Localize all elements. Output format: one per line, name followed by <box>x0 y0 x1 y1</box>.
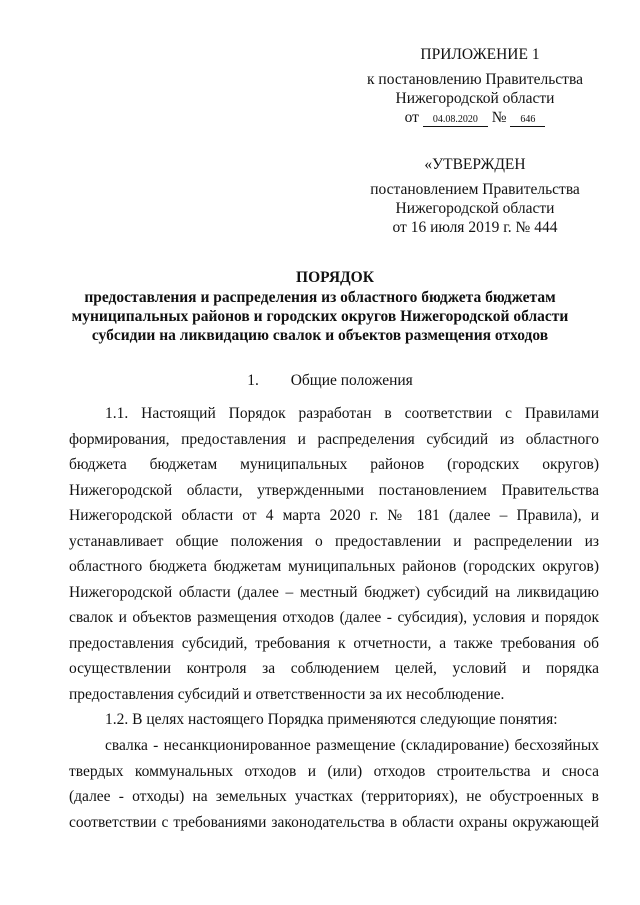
annex-line-2: Нижегородской области <box>395 90 555 107</box>
section-heading <box>40 371 620 390</box>
paragraph-line: Нижегородской области, утвержденными постановлением Правительства <box>69 481 599 499</box>
annex-title: ПРИЛОЖЕНИЕ 1 <box>420 46 540 63</box>
section-number: 1. <box>247 372 259 389</box>
section-title: Общие положения <box>290 372 413 389</box>
paragraph-line: (далее - отходы) на земельных участках (территориях), не обустроенных в <box>69 788 599 805</box>
paragraph-line: свалка - несанкционированное размещение (складирование) бесхозяйных <box>105 737 599 754</box>
paragraph-1-1 <box>69 401 599 707</box>
subtitle-line: предоставления и распределения из областного бюджета бюджетам <box>84 289 556 306</box>
annex-number-value: 646 <box>510 113 545 127</box>
paragraph-line: твердых коммунальных отходов и (или) отходов строительства и сноса <box>69 762 599 780</box>
document-title: ПОРЯДОК <box>296 269 374 286</box>
annex-number-sign: № <box>491 109 507 126</box>
approved-line-3: от 16 июля 2019 г. № 444 <box>392 219 558 236</box>
approved-reference <box>350 180 600 237</box>
annex-date-prefix: от <box>404 109 419 126</box>
annex-date-line <box>350 108 600 127</box>
paragraph-line: предоставления субсидий, требования к отчетности, а также требования об <box>69 634 599 652</box>
annex-reference <box>350 70 600 108</box>
paragraph-line: формирования, предоставления и распределения субсидий из областного <box>69 430 599 448</box>
paragraph-line: предоставления субсидий и ответственности за их несоблюдение. <box>69 685 505 703</box>
paragraph-line: бюджета бюджетам муниципальных районов (городских округов) <box>69 456 599 473</box>
approved-line-1: постановлением Правительства <box>370 181 580 198</box>
annex-date-value: 04.08.2020 <box>423 113 488 127</box>
paragraph-line: 1.1. Настоящий Порядок разработан в соответствии с Правилами <box>105 405 599 422</box>
paragraph-line: областного бюджета бюджетам муниципальных районов (городских округов) <box>69 558 599 575</box>
approved-line-2: Нижегородской области <box>395 200 555 217</box>
paragraph-definition <box>69 733 599 835</box>
annex-line-1: к постановлению Правительства <box>367 71 583 88</box>
approved-title: «УТВЕРЖДЕН <box>424 156 526 173</box>
paragraph-line: устанавливает общие положения о предоставлении и распределении из <box>69 532 599 550</box>
paragraph-1-2: 1.2. В целях настоящего Порядка применяются следующие понятия: <box>105 711 558 728</box>
subtitle-line: муниципальных районов и городских округов Нижегородской области <box>71 308 569 325</box>
paragraph-line: Нижегородской области (далее – местный бюджет) субсидий на ликвидацию <box>69 583 599 601</box>
paragraph-line: осуществлении контроля за соблюдением целей, условий и порядка <box>69 660 599 677</box>
subtitle-line: субсидии на ликвидацию свалок и объектов размещения отходов <box>91 327 549 344</box>
paragraph-line: соответствии с требованиями законодательства в области охраны окружающей <box>69 813 599 831</box>
document-subtitle <box>0 288 640 345</box>
paragraph-line: свалок и объектов размещения отходов (далее - субсидия), условия и порядок <box>69 609 599 626</box>
paragraph-line: Нижегородской области от 4 марта 2020 г. № 181 (далее – Правила), и <box>69 507 599 524</box>
